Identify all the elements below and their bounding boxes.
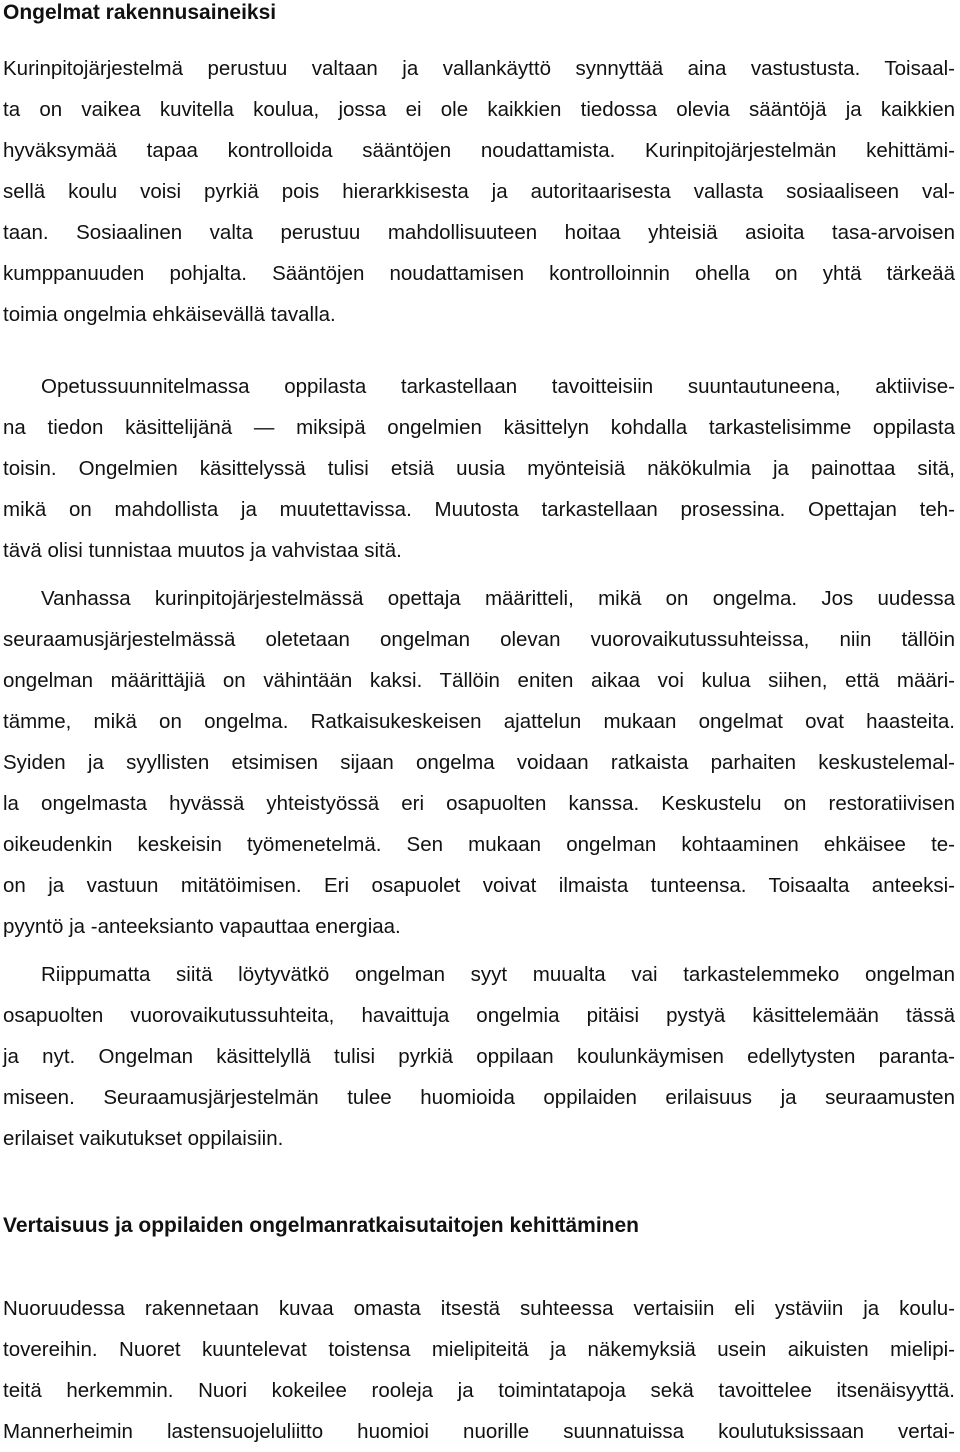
text-line: osapuolten vuorovaikutussuhteita, havaittuja ongelmia pitäisi pystyä käsittelemään tässä xyxy=(3,1004,955,1027)
text-line: Vanhassa kurinpitojärjestelmässä opettaja määritteli, mikä on ongelma. Jos uudessa xyxy=(41,587,955,610)
text-line: oikeudenkin keskeisin työmenetelmä. Sen mukaan ongelman kohtaaminen ehkäisee te- xyxy=(3,833,955,856)
text-line: erilaiset vaikutukset oppilaisiin. xyxy=(3,1127,284,1150)
text-line: la ongelmasta hyvässä yhteistyössä eri osapuolten kanssa. Keskustelu on restoratiivisen xyxy=(3,792,955,815)
text-line: tävä olisi tunnistaa muutos ja vahvistaa sitä. xyxy=(3,539,402,562)
text-line: ta on vaikea kuvitella koulua, jossa ei ole kaikkien tiedossa olevia sääntöjä ja kaikkien xyxy=(3,98,955,121)
text-line: Kurinpitojärjestelmä perustuu valtaan ja vallankäyttö synnyttää aina vastustusta. Toisaal- xyxy=(3,57,955,80)
text-line: na tiedon käsittelijänä — miksipä ongelmien käsittelyn kohdalla tarkastelisimme oppilasta xyxy=(3,416,955,439)
text-line: pyyntö ja -anteeksianto vapauttaa energiaa. xyxy=(3,915,401,938)
text-line: teitä herkemmin. Nuori kokeilee rooleja ja toimintatapoja sekä tavoittelee itsenäisyyttä. xyxy=(3,1379,955,1402)
text-line: seuraamusjärjestelmässä oletetaan ongelman olevan vuorovaikutussuhteissa, niin tällöin xyxy=(3,628,955,651)
text-line: tämme, mikä on ongelma. Ratkaisukeskeisen ajattelun mukaan ongelmat ovat haasteita. xyxy=(3,710,955,733)
paragraph-5 xyxy=(3,1288,955,1452)
text-line: Riippumatta siitä löytyvätkö ongelman syyt muualta vai tarkastelemmeko ongelman xyxy=(41,963,955,986)
text-line: Syiden ja syyllisten etsimisen sijaan ongelma voidaan ratkaista parhaiten keskustelemal- xyxy=(3,751,955,774)
paragraph-1 xyxy=(3,48,955,335)
text-line: tovereihin. Nuoret kuuntelevat toistensa mielipiteitä ja näkemyksiä usein aikuisten mielipi- xyxy=(3,1338,955,1361)
text-line: ongelman määrittäjiä on vähintään kaksi. Tällöin eniten aikaa voi kulua siihen, että määri- xyxy=(3,669,955,692)
paragraph-3 xyxy=(3,578,955,947)
text-line: taan. Sosiaalinen valta perustuu mahdollisuuteen hoitaa yhteisiä asioita tasa-arvoisen xyxy=(3,221,955,244)
section-heading-1: Ongelmat rakennusaineiksi xyxy=(3,1,277,24)
text-line: toisin. Ongelmien käsittelyssä tulisi etsiä uusia myönteisiä näkökulmia ja painottaa sitä, xyxy=(3,457,955,480)
section-heading-2: Vertaisuus ja oppilaiden ongelmanratkaisutaitojen kehittäminen xyxy=(3,1214,639,1237)
paragraph-2 xyxy=(3,366,955,571)
text-line: sellä koulu voisi pyrkiä pois hierarkkisesta ja autoritaarisesta vallasta sosiaaliseen val- xyxy=(3,180,955,203)
text-line: mikä on mahdollista ja muutettavissa. Muutosta tarkastellaan prosessina. Opettajan teh- xyxy=(3,498,955,521)
text-line: miseen. Seuraamusjärjestelmän tulee huomioida oppilaiden erilaisuus ja seuraamusten xyxy=(3,1086,955,1109)
text-line: hyväksymää tapaa kontrolloida sääntöjen noudattamista. Kurinpitojärjestelmän kehittämi- xyxy=(3,139,955,162)
text-line: Nuoruudessa rakennetaan kuvaa omasta itsestä suhteessa vertaisiin eli ystäviin ja koulu- xyxy=(3,1297,955,1320)
text-line: toimia ongelmia ehkäisevällä tavalla. xyxy=(3,303,336,326)
text-line: Opetussuunnitelmassa oppilasta tarkastellaan tavoitteisiin suuntautuneena, aktiivise- xyxy=(41,375,955,398)
text-line: on ja vastuun mitätöimisen. Eri osapuolet voivat ilmaista tunteensa. Toisaalta anteeksi- xyxy=(3,874,955,897)
text-line: kumppanuuden pohjalta. Sääntöjen noudattamisen kontrolloinnin ohella on yhtä tärkeää xyxy=(3,262,955,285)
paragraph-4 xyxy=(3,954,955,1159)
text-line: ja nyt. Ongelman käsittelyllä tulisi pyrkiä oppilaan koulunkäymisen edellytysten paranta- xyxy=(3,1045,955,1068)
text-line: Mannerheimin lastensuojeluliitto huomioi nuorille suunnatuissa koulutuksissaan vertai- xyxy=(3,1420,955,1443)
